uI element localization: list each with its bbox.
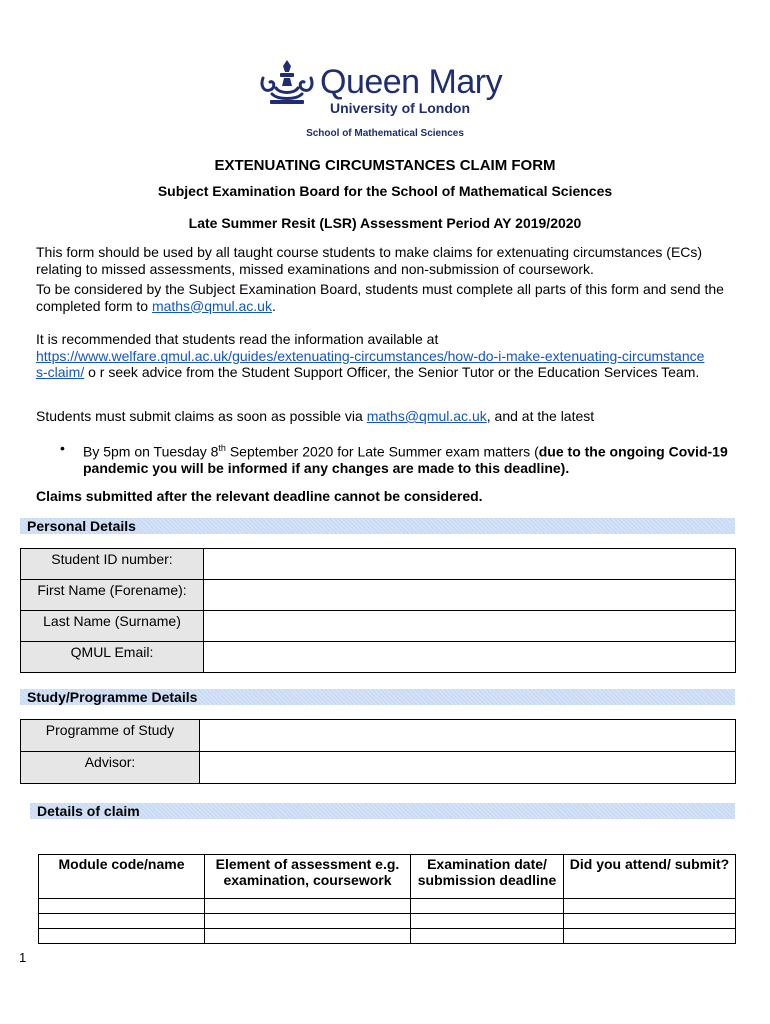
study-details-table <box>20 719 736 784</box>
claim-table <box>38 854 736 944</box>
assessment-period: Late Summer Resit (LSR) Assessment Period AY 2019/2020 <box>188 215 582 231</box>
page-number: 1 <box>19 950 27 965</box>
claim-cell[interactable] <box>564 929 736 944</box>
p2-text: To be considered by the Subject Examination Board, students must complete all parts of this form and send the completed form to <box>36 281 724 314</box>
student-id-field[interactable] <box>204 549 736 580</box>
programme-label: Programme of Study <box>21 720 200 752</box>
bullet-bold: due to the ongoing Covid-19 pandemic you will be informed if any changes are made to this deadline). <box>83 443 728 477</box>
form-title: EXTENUATING CIRCUMSTANCES CLAIM FORM <box>214 157 556 174</box>
university-logo <box>258 60 508 120</box>
logo-name: Queen Mary <box>320 63 503 101</box>
first-name-label: First Name (Forename): <box>21 580 204 611</box>
p4-text: Students must submit claims as soon as possible via <box>36 408 367 424</box>
intro-paragraph-1: This form should be used by all taught course students to make claims for extenuating circumstances (ECs) relating to missed assessments, missed examinations and non-submission of coursework. <box>36 244 703 277</box>
deadline-bullet <box>83 440 743 477</box>
col-date: Examination date/ submission deadline <box>411 855 564 899</box>
study-details-heading: Study/Programme Details <box>20 689 735 705</box>
claim-cell[interactable] <box>39 899 205 914</box>
claim-cell[interactable] <box>39 914 205 929</box>
bullet-marker: • <box>60 440 65 456</box>
claim-cell[interactable] <box>411 929 564 944</box>
personal-details-table <box>20 548 736 673</box>
advisor-label: Advisor: <box>21 752 200 784</box>
bullet-text: By 5pm on Tuesday 8 <box>83 443 219 460</box>
bullet-text-2: September 2020 for Late Summer exam matters ( <box>225 443 539 460</box>
student-id-label: Student ID number: <box>21 549 204 580</box>
col-module: Module code/name <box>39 855 205 899</box>
claim-cell[interactable] <box>39 929 205 944</box>
p2-end: . <box>271 297 276 314</box>
personal-details-heading: Personal Details <box>20 518 735 534</box>
p4-end: , and at the latest <box>486 408 595 424</box>
col-element: Element of assessment e.g. examination, coursework <box>205 855 411 899</box>
advisor-field[interactable] <box>200 752 736 784</box>
claim-details-heading: Details of claim <box>30 803 735 819</box>
table-row <box>39 914 736 929</box>
logo-subtitle: University of London <box>330 100 470 116</box>
claim-cell[interactable] <box>564 899 736 914</box>
claim-cell[interactable] <box>564 914 736 929</box>
form-subtitle: Subject Examination Board for the School of Mathematical Sciences <box>157 183 613 199</box>
first-name-field[interactable] <box>204 580 736 611</box>
claim-cell[interactable] <box>205 914 411 929</box>
school-name: School of Mathematical Sciences <box>306 128 464 139</box>
crown-crest-icon <box>258 60 316 106</box>
email-field[interactable] <box>204 642 736 673</box>
claim-cell[interactable] <box>205 899 411 914</box>
intro-paragraph-4 <box>36 408 742 425</box>
email-link[interactable]: maths@qmul.ac.uk <box>151 297 272 314</box>
intro-paragraph-2 <box>36 281 742 314</box>
claim-cell[interactable] <box>411 914 564 929</box>
last-name-label: Last Name (Surname) <box>21 611 204 642</box>
last-name-field[interactable] <box>204 611 736 642</box>
deadline-warning: Claims submitted after the relevant deadline cannot be considered. <box>36 488 483 504</box>
claim-cell[interactable] <box>205 929 411 944</box>
programme-field[interactable] <box>200 720 736 752</box>
claim-cell[interactable] <box>411 899 564 914</box>
welfare-guide-link[interactable]: https://www.welfare.qmul.ac.uk/guides/extenuating-circumstances/how-do-i-make-extenuating-circumstances-claim/ <box>36 347 705 380</box>
col-attend: Did you attend/ submit? <box>564 855 736 899</box>
p3-end: o r seek advice from the Student Support Officer, the Senior Tutor or the Education Services Team. <box>84 364 700 380</box>
email-label: QMUL Email: <box>21 642 204 673</box>
table-row <box>39 929 736 944</box>
bullet-sup: th <box>218 443 226 453</box>
table-row <box>39 899 736 914</box>
p3-text: It is recommended that students read the information available at <box>36 331 439 347</box>
intro-paragraph-3 <box>36 331 706 381</box>
email-link-2[interactable]: maths@qmul.ac.uk <box>366 408 487 424</box>
